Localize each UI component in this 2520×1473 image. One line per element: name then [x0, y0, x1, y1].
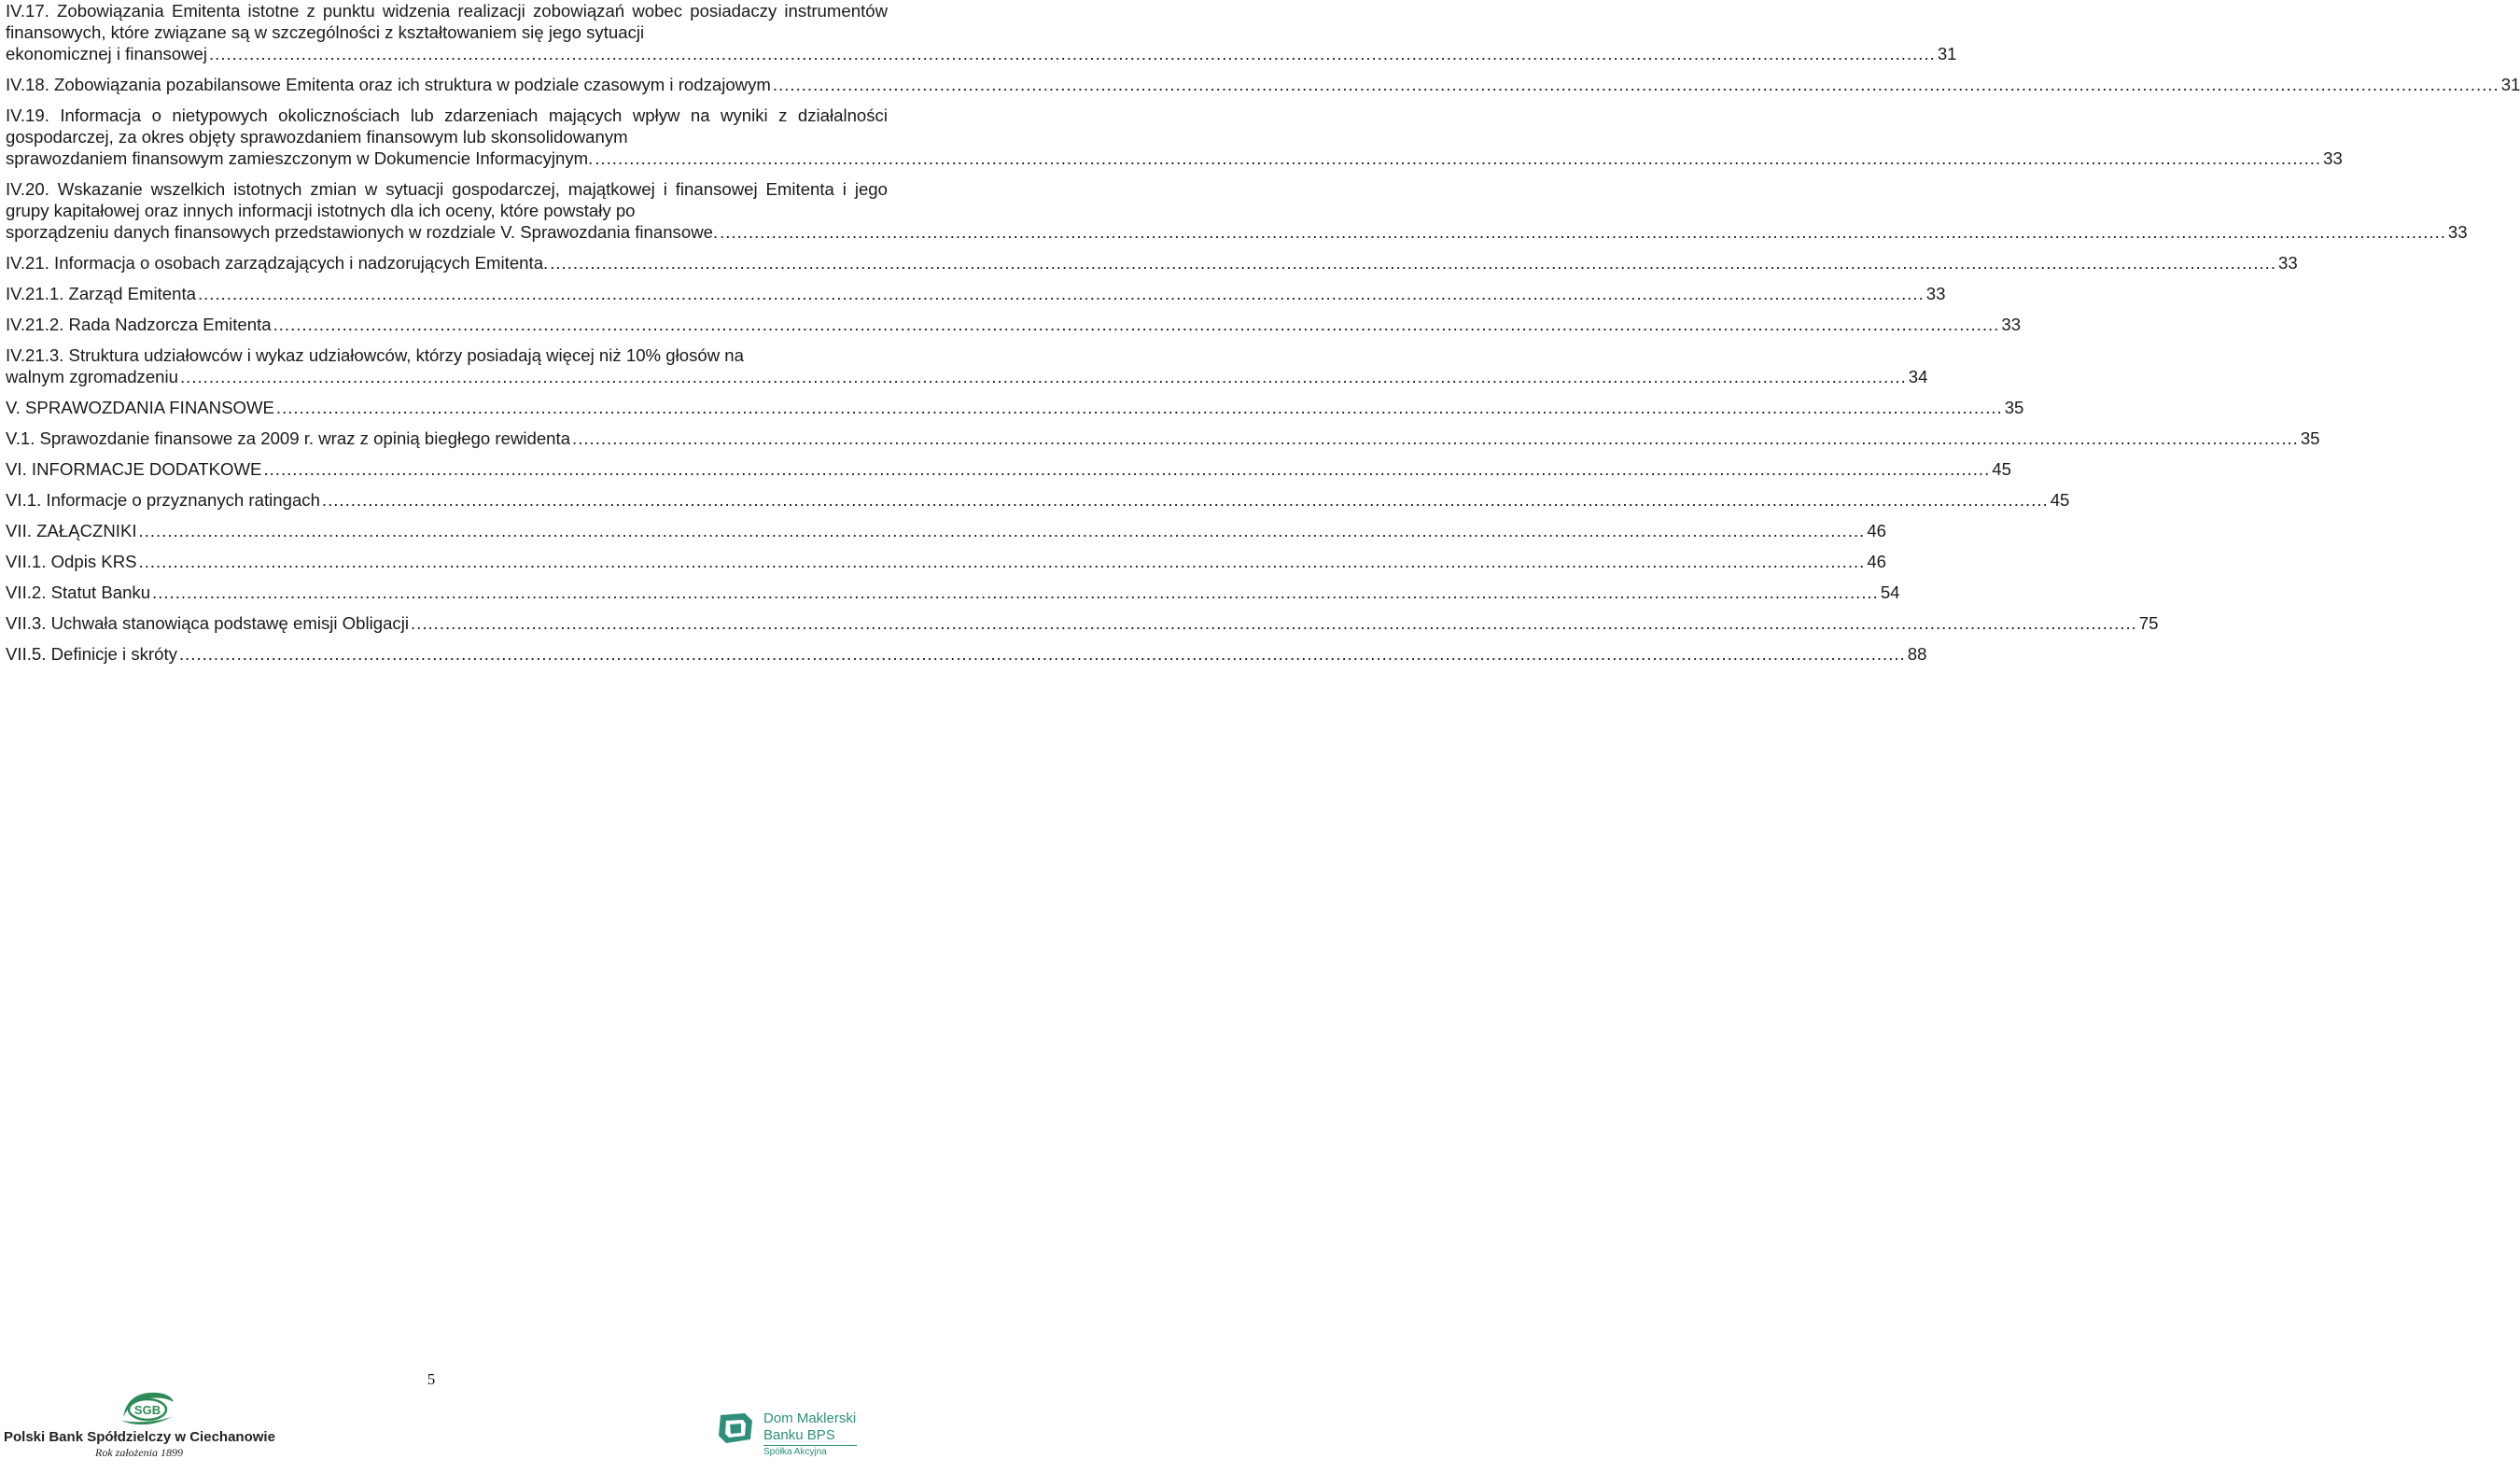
- table-of-contents: [6, 0, 2520, 674]
- toc-page-number: 31: [1937, 44, 1957, 63]
- toc-entry[interactable]: [6, 489, 2070, 511]
- toc-entry-title: IV.21. Informacja o osobach zarządzających i nadzorujących Emitenta.: [6, 253, 549, 273]
- brokerage-name: [763, 1410, 866, 1444]
- toc-entry-title: sporządzeniu danych finansowych przedstawionych w rozdziale V. Sprawozdania finansowe.: [6, 222, 719, 242]
- toc-entry-title: IV.21.2. Rada Nadzorcza Emitenta: [6, 315, 272, 334]
- toc-page-number: 31: [2500, 75, 2520, 94]
- divider: [763, 1445, 857, 1446]
- toc-entry-line: [6, 366, 1928, 387]
- toc-entry[interactable]: [6, 643, 1927, 665]
- toc-entry-line: [6, 252, 2298, 274]
- bank-name: Polski Bank Spółdzielczy w Ciechanowie: [4, 1429, 275, 1445]
- toc-entry[interactable]: [6, 252, 2298, 274]
- toc-page-number: 33: [2278, 253, 2298, 273]
- toc-entry-text: IV.21.3. Struktura udziałowców i wykaz udziałowców, którzy posiadają więcej niż 10% głosów na: [6, 345, 744, 365]
- toc-entry-line: [6, 43, 1957, 64]
- toc-entry-line: [6, 643, 1927, 665]
- toc-entry-title: VI. INFORMACJE DODATKOWE: [6, 459, 262, 479]
- toc-entry[interactable]: [6, 582, 1900, 603]
- dot-leader: ............................................................................................................................................................................................................................................................................................................: [411, 613, 2137, 633]
- brokerage-tagline: Spółka Akcyjna: [763, 1447, 827, 1457]
- toc-entry[interactable]: [6, 314, 2022, 335]
- dot-leader: ............................................................................................................................................................................................................................................................................................................: [595, 148, 2322, 168]
- toc-page-number: 34: [1908, 367, 1928, 386]
- dot-leader: ............................................................................................................................................................................................................................................................................................................: [273, 315, 2000, 334]
- toc-entry[interactable]: [6, 344, 1928, 387]
- dot-leader: ............................................................................................................................................................................................................................................................................................................: [209, 44, 1936, 63]
- toc-page-number: 45: [1992, 459, 2011, 479]
- brokerage-name-line1: Dom Maklerski: [763, 1410, 857, 1426]
- toc-entry[interactable]: [6, 551, 1887, 572]
- dot-leader: ............................................................................................................................................................................................................................................................................................................: [178, 644, 1906, 664]
- sgb-logo-icon: [118, 1389, 177, 1428]
- toc-page-number: 46: [1867, 521, 1886, 540]
- toc-page-number: 46: [1867, 552, 1887, 571]
- toc-entry-line: [6, 428, 2320, 449]
- brokerage-name-line2: Banku BPS: [763, 1427, 835, 1443]
- dot-leader: ............................................................................................................................................................................................................................................................................................................: [138, 521, 1866, 540]
- toc-entry-line: [6, 147, 2343, 169]
- toc-entry-title: V. SPRAWOZDANIA FINANSOWE: [6, 398, 274, 417]
- toc-entry-line: [6, 551, 1887, 572]
- toc-entry-title: ekonomicznej i finansowej: [6, 44, 208, 63]
- toc-page-number: 88: [1907, 644, 1927, 664]
- toc-entry[interactable]: [6, 458, 2011, 480]
- toc-entry-line: [6, 74, 2520, 95]
- toc-entry-text: IV.19. Informacja o nietypowych okolicznościach lub zdarzeniach mających wpływ na wyniki z działalności gospodarczej, za okres objęty sprawozdaniem finansowym lub skonsolidowanym: [6, 105, 888, 147]
- dot-leader: ............................................................................................................................................................................................................................................................................................................: [572, 428, 2299, 448]
- toc-entry-title: VII.1. Odpis KRS: [6, 552, 137, 571]
- sgb-logo-text: SGB: [133, 1403, 161, 1417]
- toc-entry-line: [6, 458, 2011, 480]
- toc-entry[interactable]: [6, 283, 1946, 304]
- toc-entry-title: sprawozdaniem finansowym zamieszczonym w Dokumencie Informacyjnym.: [6, 148, 594, 168]
- dot-leader: ............................................................................................................................................................................................................................................................................................................: [275, 398, 2003, 417]
- toc-entry-line: [6, 314, 2022, 335]
- dot-leader: ............................................................................................................................................................................................................................................................................................................: [263, 459, 1991, 479]
- bank-founding-year: Rok założenia 1899: [95, 1446, 183, 1459]
- toc-page-number: 35: [2300, 428, 2320, 448]
- toc-entry-title: IV.21.1. Zarząd Emitenta: [6, 284, 196, 303]
- brokerage-logo-icon: [717, 1411, 758, 1447]
- toc-entry-line: [6, 221, 2468, 243]
- toc-entry-title: IV.18. Zobowiązania pozabilansowe Emitenta oraz ich struktura w podziale czasowym i rodzajowym: [6, 75, 771, 94]
- toc-page-number: 75: [2138, 613, 2159, 633]
- toc-entry[interactable]: [6, 397, 2024, 418]
- toc-entry-title: VII.2. Statut Banku: [6, 582, 151, 602]
- toc-entry-text: IV.17. Zobowiązania Emitenta istotne z punktu widzenia realizacji zobowiązań wobec posiadaczy instrumentów finansowych, które związane są w szczególności z kształtowaniem się jego sytuacji: [6, 1, 888, 42]
- toc-entry-line: [6, 283, 1946, 304]
- toc-entry-title: walnym zgromadzeniu: [6, 367, 178, 386]
- toc-entry-title: VII.5. Definicje i skróty: [6, 644, 177, 664]
- toc-entry[interactable]: [6, 612, 2159, 634]
- toc-entry-title: VI.1. Informacje o przyznanych ratingach: [6, 490, 320, 510]
- toc-entry[interactable]: [6, 0, 1957, 64]
- toc-page-number: 33: [2323, 148, 2343, 168]
- toc-entry[interactable]: [6, 74, 2520, 95]
- dot-leader: ............................................................................................................................................................................................................................................................................................................: [138, 552, 1866, 571]
- dot-leader: ............................................................................................................................................................................................................................................................................................................: [550, 253, 2276, 273]
- dot-leader: ............................................................................................................................................................................................................................................................................................................: [179, 367, 1907, 386]
- dot-leader: ............................................................................................................................................................................................................................................................................................................: [197, 284, 1925, 303]
- toc-entry-line: [6, 520, 1886, 541]
- toc-entry[interactable]: [6, 178, 2468, 243]
- dot-leader: ............................................................................................................................................................................................................................................................................................................: [772, 75, 2499, 94]
- toc-entry[interactable]: [6, 428, 2320, 449]
- footer-bank-logo: [4, 1389, 302, 1473]
- dot-leader: ............................................................................................................................................................................................................................................................................................................: [152, 582, 1879, 602]
- footer-brokerage-logo: [715, 1410, 864, 1471]
- toc-page-number: 45: [2050, 490, 2070, 510]
- toc-entry-line: [6, 612, 2159, 634]
- toc-entry-title: VII. ZAŁĄCZNIKI: [6, 521, 137, 540]
- toc-entry[interactable]: [6, 105, 2343, 169]
- toc-entry-text: IV.20. Wskazanie wszelkich istotnych zmian w sytuacji gospodarczej, majątkowej i finansowej Emitenta i jego grupy kapitałowej oraz innych informacji istotnych dla ich oceny, które powstały po: [6, 179, 888, 220]
- toc-entry-title: V.1. Sprawozdanie finansowe za 2009 r. wraz z opinią biegłego rewidenta: [6, 428, 571, 448]
- toc-page-number: 54: [1880, 582, 1900, 602]
- toc-entry[interactable]: [6, 520, 1886, 541]
- toc-entry-title: VII.3. Uchwała stanowiąca podstawę emisji Obligacji: [6, 613, 409, 633]
- page-number: 5: [427, 1370, 436, 1388]
- toc-entry-line: [6, 489, 2070, 511]
- toc-page-number: 33: [2447, 222, 2468, 242]
- dot-leader: ............................................................................................................................................................................................................................................................................................................: [720, 222, 2446, 242]
- toc-page-number: 33: [1925, 284, 1946, 303]
- toc-entry-line: [6, 582, 1900, 603]
- toc-page-number: 33: [2001, 315, 2022, 334]
- toc-page-number: 35: [2004, 398, 2024, 417]
- dot-leader: ............................................................................................................................................................................................................................................................................................................: [321, 490, 2049, 510]
- toc-entry-line: [6, 397, 2024, 418]
